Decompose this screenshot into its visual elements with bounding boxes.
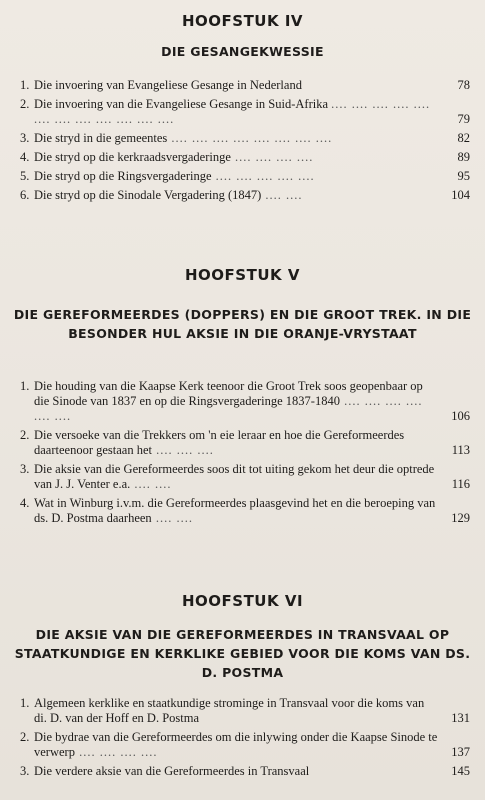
entry-page-number: 113: [451, 443, 470, 457]
entry-number: 3.: [20, 764, 30, 778]
chapter-vi-entries: [20, 696, 470, 783]
toc-entry: [20, 379, 470, 424]
entry-text: Die stryd in die gemeentes .... .... .... .... .... .... .... ....: [34, 131, 333, 145]
chapter-iv-label: HOOFSTUK IV: [181, 12, 304, 30]
toc-entry: [20, 150, 470, 165]
toc-entry: [20, 696, 470, 726]
entry-number: 1.: [20, 379, 30, 393]
entry-number: 3.: [20, 131, 30, 145]
entry-text: Die stryd op die Sinodale Vergadering (1847) .... ....: [34, 188, 303, 202]
entry-text: Die versoeke van die Trekkers om 'n eie leraar en hoe die Gereformeerdes daarteenoor gestaan het .... .... ....: [34, 428, 405, 457]
entry-page-number: 145: [451, 764, 470, 778]
entry-text: Die houding van die Kaapse Kerk teenoor die Groot Trek soos geopenbaar op die Sinode van 1837 en op die Ringsvergaderinge 1837-1840 .... .... .... .... .... ....: [34, 379, 423, 423]
entry-page-number: 106: [451, 409, 470, 423]
toc-entry: [20, 764, 470, 779]
chapter-vi-title: DIE AKSIE VAN DIE GEREFORMEERDES IN TRANSVAAL OP STAATKUNDIGE EN KERKLIKE GEBIED VOOR DIE KOMS VAN DS. D. POSTMA: [14, 627, 471, 680]
entry-page-number: 95: [457, 169, 470, 183]
entry-text: Die aksie van die Gereformeerdes soos dit tot uiting gekom het deur die optrede van J. J. Venter e.a. .... ....: [34, 462, 435, 491]
entry-page-number: 89: [457, 150, 470, 164]
entry-page-number: 79: [457, 112, 470, 126]
entry-number: 6.: [20, 188, 30, 202]
toc-entry: [20, 169, 470, 184]
entry-page-number: 137: [451, 745, 470, 759]
toc-entry: [20, 730, 470, 760]
chapter-iv-title: DIE GESANGEKWESSIE: [161, 44, 324, 59]
entry-text: Wat in Winburg i.v.m. die Gereformeerdes plaasgevind het en die beroeping van ds. D. Postma daarheen .... ....: [34, 496, 436, 525]
entry-number: 1.: [20, 696, 30, 710]
entry-number: 1.: [20, 78, 30, 92]
entry-text: Die stryd op die kerkraadsvergaderinge .... .... .... ....: [34, 150, 314, 164]
chapter-v-entries: [20, 379, 470, 530]
toc-entry: [20, 97, 470, 127]
entry-text: Die bydrae van die Gereformeerdes om die inlywing onder die Kaapse Sinode te verwerp .... .... .... ....: [34, 730, 438, 759]
entry-page-number: 129: [451, 511, 470, 525]
toc-entry: [20, 496, 470, 526]
toc-entry: [20, 188, 470, 203]
entry-number: 3.: [20, 462, 30, 476]
chapter-vi-label: HOOFSTUK VI: [181, 592, 304, 610]
entry-page-number: 131: [451, 711, 470, 725]
entry-text: Die verdere aksie van die Gereformeerdes in Transvaal: [34, 764, 310, 778]
entry-page-number: 116: [451, 477, 470, 491]
entry-number: 4.: [20, 150, 30, 164]
entry-page-number: 78: [457, 78, 470, 92]
entry-text: Die stryd op die Ringsvergaderinge .... .... .... .... ....: [34, 169, 315, 183]
entry-number: 5.: [20, 169, 30, 183]
toc-entry: [20, 462, 470, 492]
toc-entry: [20, 78, 470, 93]
entry-page-number: 104: [451, 188, 470, 202]
entry-number: 2.: [20, 730, 30, 744]
chapter-iv-entries: [20, 78, 470, 207]
chapter-v-title: DIE GEREFORMEERDES (DOPPERS) EN DIE GROOT TREK. IN DIE BESONDER HUL AKSIE IN DIE ORANJE-VRYSTAAT: [13, 307, 472, 341]
chapter-v-label: HOOFSTUK V: [185, 266, 300, 284]
entry-number: 2.: [20, 428, 30, 442]
toc-entry: [20, 428, 470, 458]
entry-page-number: 82: [457, 131, 470, 145]
entry-text: Die invoering van die Evangeliese Gesange in Suid-Afrika .... .... .... .... .... .... .... .... .... .... .... ....: [34, 97, 431, 126]
entry-number: 4.: [20, 496, 30, 510]
entry-text: Die invoering van Evangeliese Gesange in Nederland: [34, 78, 302, 92]
entry-text: Algemeen kerklike en staatkundige strominge in Transvaal voor die koms van di. D. van der Hoff en D. Postma: [34, 696, 425, 725]
entry-number: 2.: [20, 97, 30, 111]
toc-entry: [20, 131, 470, 146]
